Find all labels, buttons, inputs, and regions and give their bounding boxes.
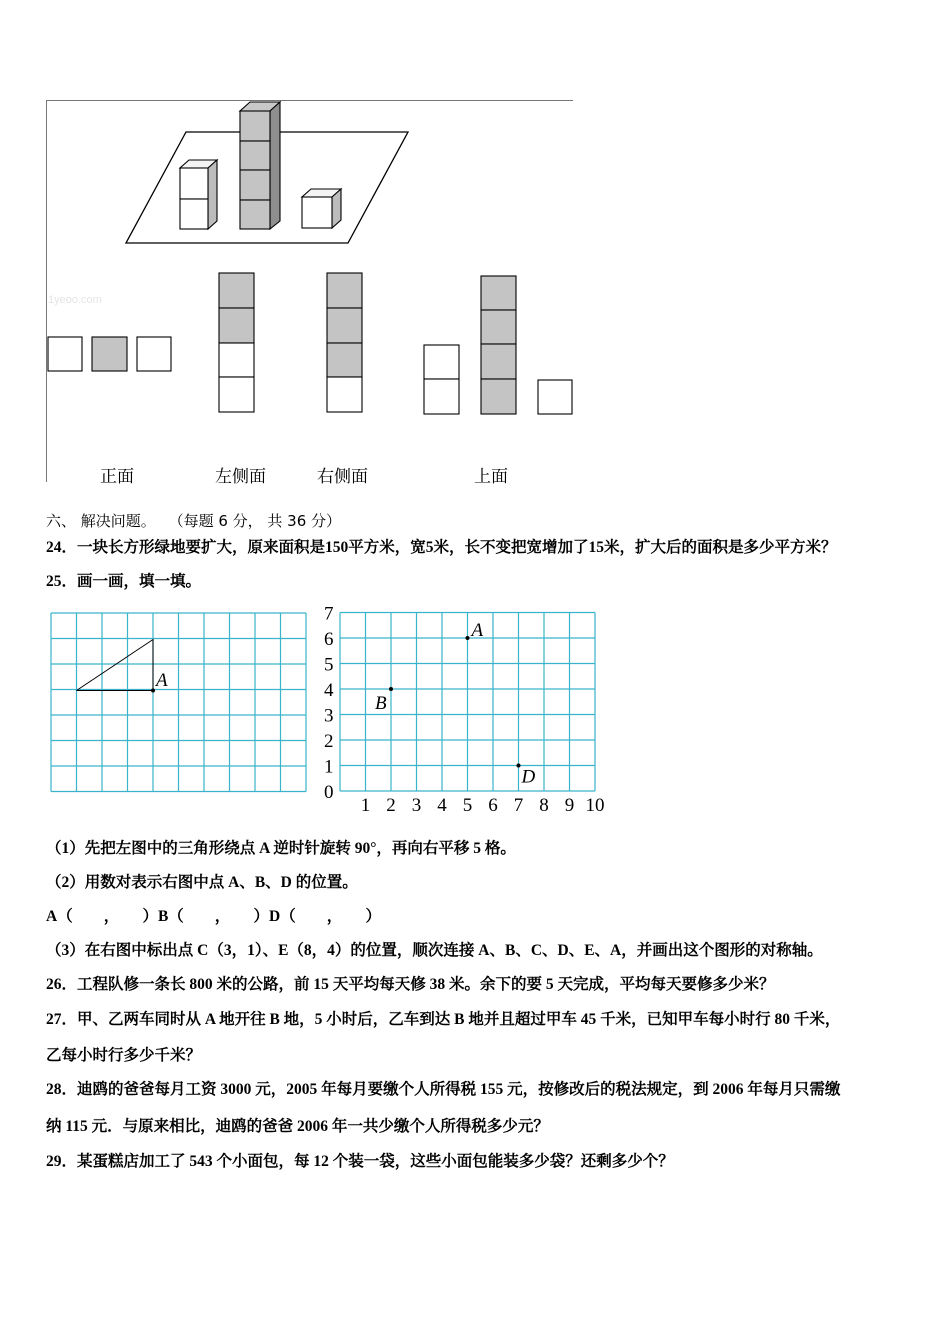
point-d [517,764,521,768]
question-27-line-1: 27．甲、乙两车同时从 A 地开往 B 地，5 小时后，乙车到达 B 地并且超过甲车 45 千米，已知甲车每小时行 80 千米， [46,1011,841,1028]
left-triangle [77,640,154,691]
question-25-blanks: A（ ， ）B（ ， ）D（ ， ） [46,908,381,925]
top-view-label: 上面 [474,467,508,487]
y-tick-label: 3 [324,705,334,727]
y-tick-label: 7 [324,603,334,625]
y-tick-label: 5 [324,654,334,676]
question-28-line-1: 28．迪鸥的爸爸每月工资 3000 元，2005 年每月要缴个人所得税 155 元，按修改后的税法规定，到 2006 年每月只需缴 [46,1081,841,1098]
right-grid-points [375,620,536,788]
question-25-part-1: （1）先把左图中的三角形绕点 A 逆时针旋转 90°，再向右平移 5 格。 [46,840,516,857]
left-grid [51,613,306,792]
y-tick-label: 0 [324,782,334,803]
x-tick-label: 10 [585,795,605,816]
point-b-label: B [375,693,387,714]
point-a-label: A [471,620,484,641]
x-tick-label: 6 [488,795,498,816]
question-25-part-2: （2）用数对表示右图中点 A、B、D 的位置。 [46,874,358,891]
watermark: 1yeoo.com [48,294,102,306]
left-point-a-label: A [156,670,168,691]
x-tick-label: 4 [437,795,447,816]
top-view [424,276,572,414]
cube-stack-four [240,102,280,229]
x-tick-label: 8 [539,795,549,816]
y-tick-label: 2 [324,731,334,752]
question-27-line-2: 乙每小时行多少千米？ [46,1047,202,1064]
x-tick-label: 9 [564,795,575,816]
cube-views-figure [0,0,600,495]
y-tick-label: 4 [324,680,334,701]
section-heading [46,510,341,531]
y-tick-label: 6 [324,629,334,650]
question-25-part-3: （3）在右图中标出点 C（3，1）、E（8，4）的位置，顺次连接 A、B、C、D、E、A，并画出这个图形的对称轴。 [46,942,823,959]
question-25-grids [0,595,640,820]
front-view-label: 正面 [100,467,134,487]
cube-stack-two [180,160,217,229]
x-tick-label: 5 [462,795,473,816]
point-b [389,687,393,691]
left-side-view-label: 左侧面 [215,467,266,487]
right-side-view [327,273,362,412]
right-side-view-label: 右侧面 [317,467,368,487]
left-point-a [151,689,155,693]
front-view [48,337,171,371]
question-26: 26．工程队修一条长 800 米的公路，前 15 天平均每天修 38 米。余下的要 5 天完成，平均每天要修多少米？ [46,976,775,993]
y-tick-label: 1 [324,756,334,778]
question-24: 24．一块长方形绿地要扩大，原来面积是150平方米，宽5米，长不变把宽增加了15米，扩大后的面积是多少平方米？ [46,539,837,556]
cube-single [302,189,341,228]
x-tick-label: 7 [513,795,524,816]
point-a [466,636,470,640]
question-29: 29．某蛋糕店加工了 543 个小面包，每 12 个装一袋，这些小面包能装多少袋？还剩多少个？ [46,1153,674,1170]
left-side-view [219,273,254,412]
x-tick-label: 2 [386,795,396,816]
point-d-label: D [521,766,536,788]
section-title: 六、 解决问题。 [46,512,156,530]
x-tick-label: 1 [360,795,371,816]
x-tick-label: 3 [411,795,422,816]
question-28-line-2: 纳 115 元．与原来相比，迪鸥的爸爸 2006 年一共少缴个人所得税多少元？ [46,1118,549,1135]
section-note: （每题 6 分， 共 36 分） [168,512,342,530]
question-25-title: 25．画一画，填一填。 [46,573,202,590]
